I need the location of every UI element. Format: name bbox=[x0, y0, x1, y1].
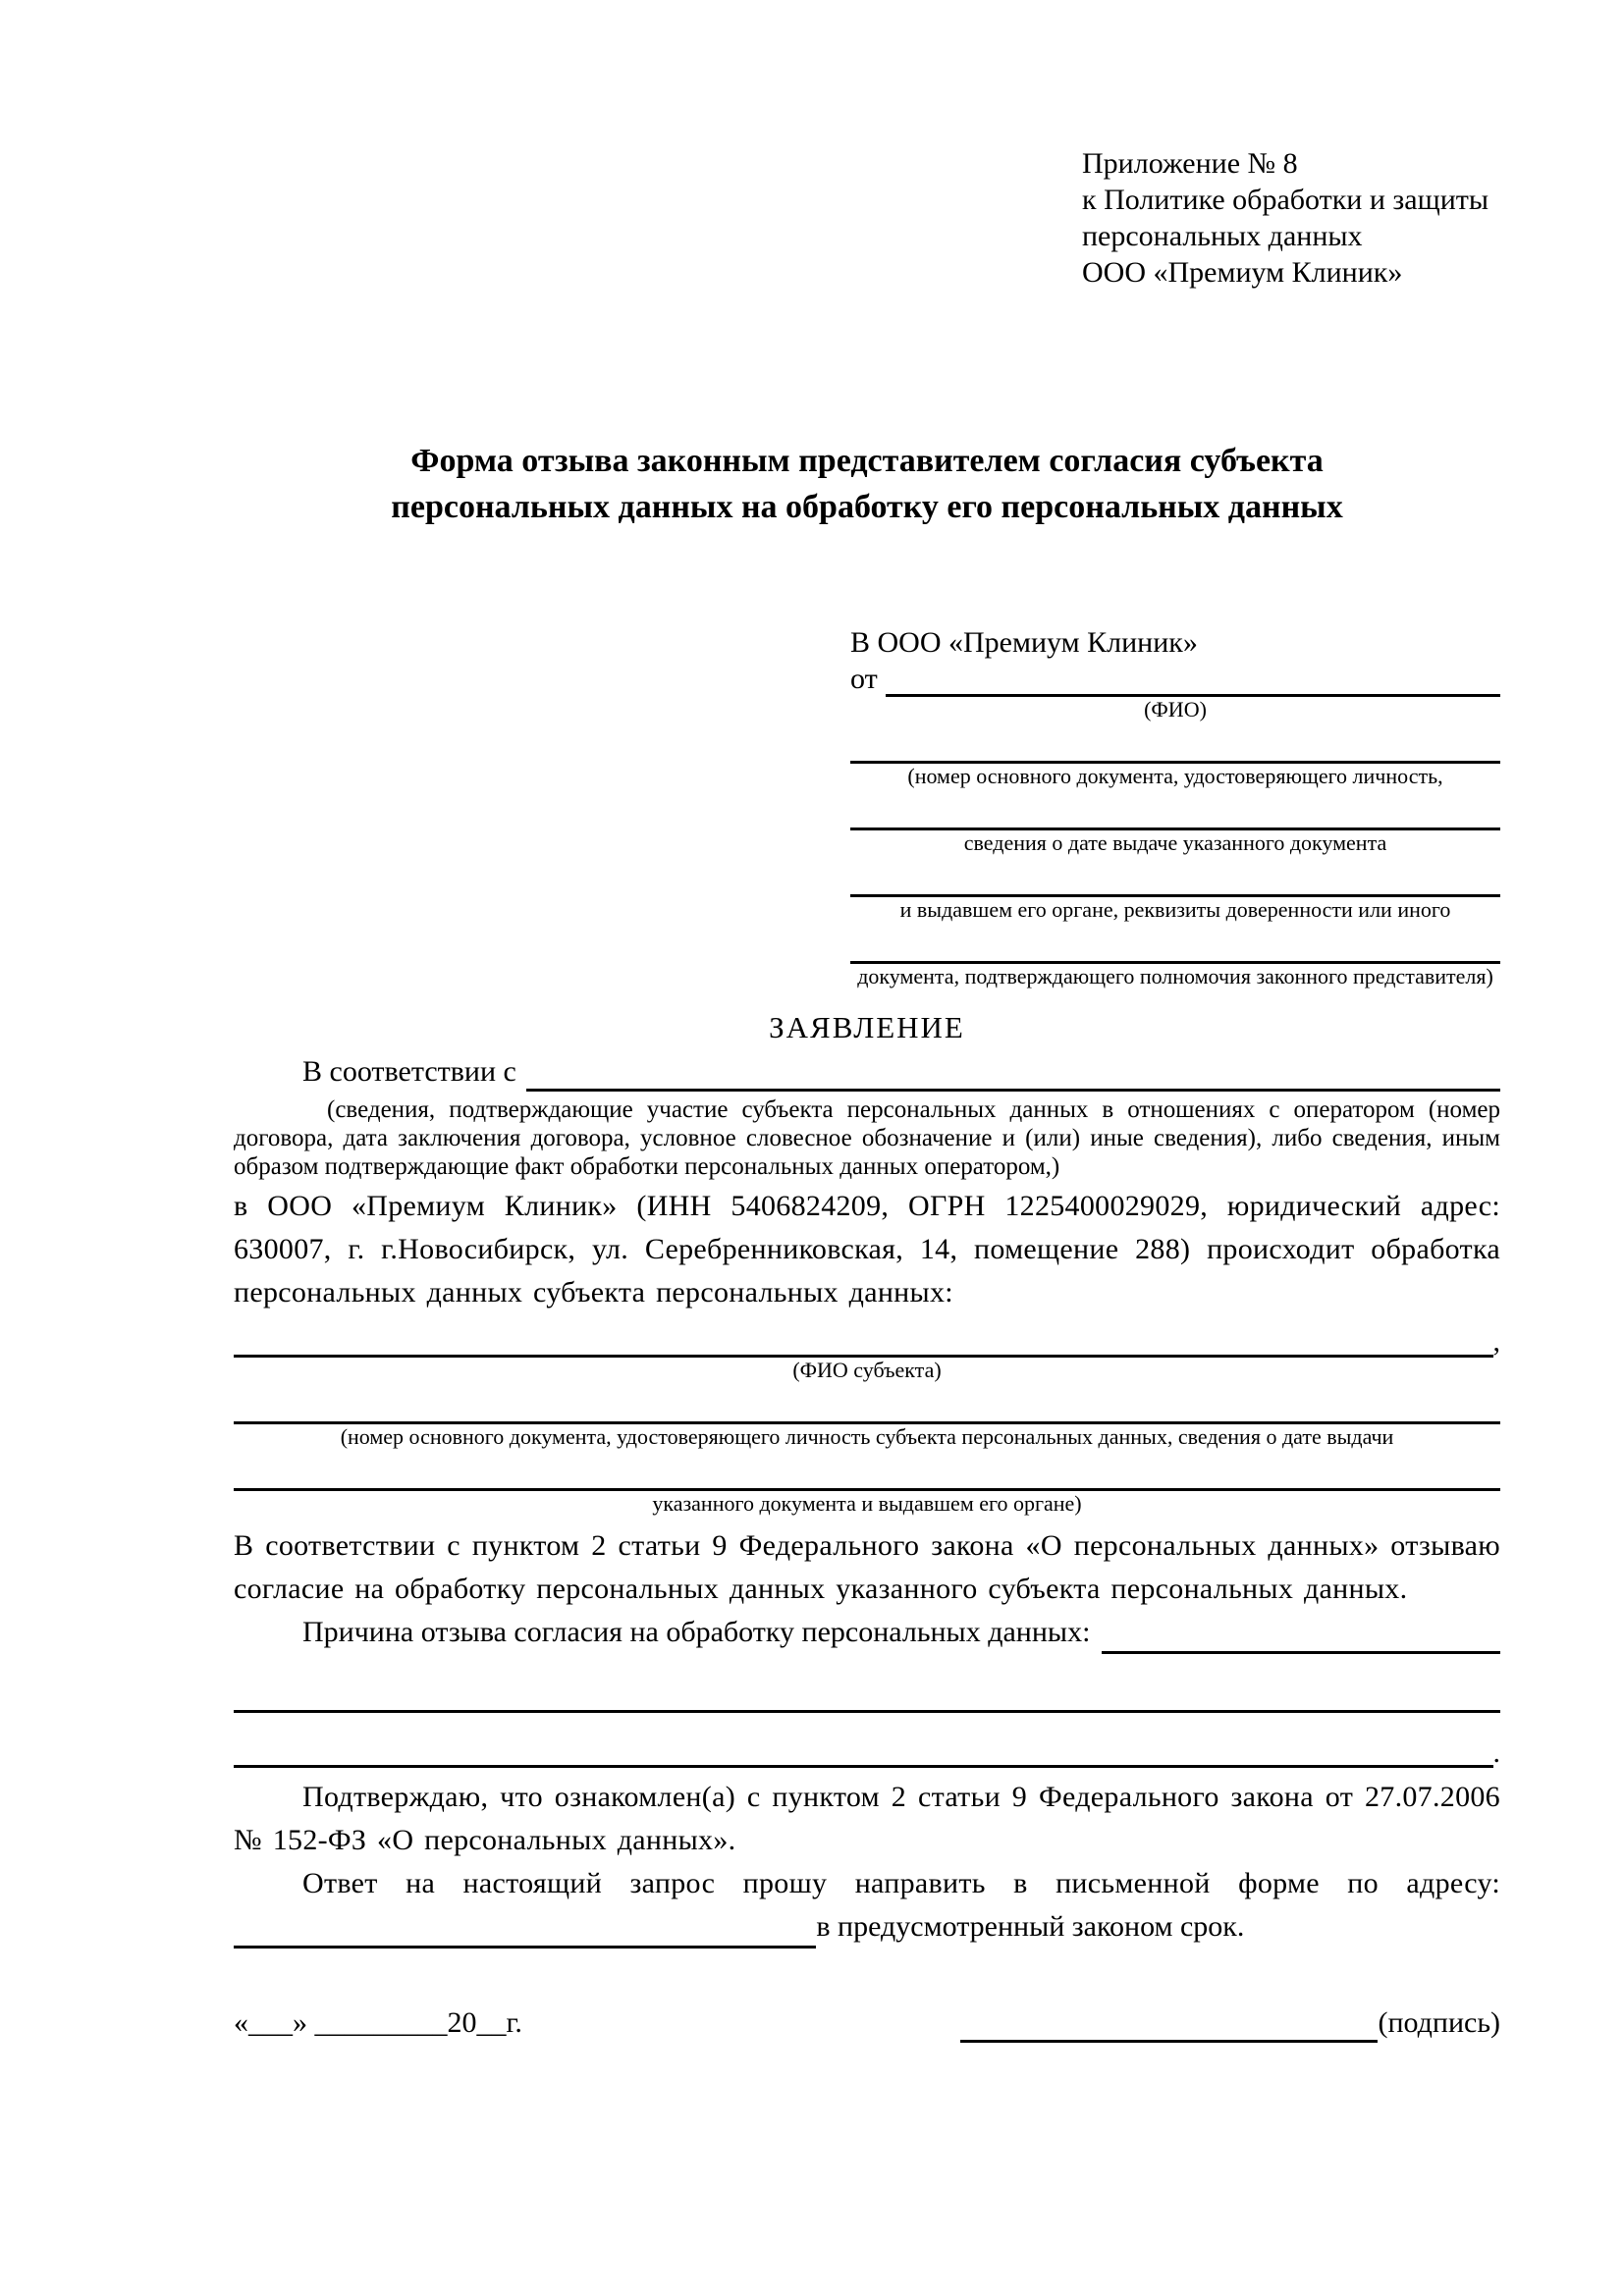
page-title: Форма отзыва законным представителем согласия субъекта персональных данных на обработку его персональных данных bbox=[391, 443, 1343, 525]
doc-caption-4: документа, подтверждающего полномочия законного представителя) bbox=[857, 964, 1493, 988]
footer-row bbox=[234, 2003, 1500, 2043]
reason-field-inline[interactable] bbox=[1102, 1651, 1500, 1654]
appendix-block bbox=[1082, 145, 1500, 291]
fio-caption: (ФИО) bbox=[1144, 697, 1207, 721]
response-paragraph: Ответ на настоящий запрос прошу направить в письменной форме по адресу: bbox=[302, 1867, 1500, 1899]
operator-paragraph: в ООО «Премиум Клиник» (ИНН 5406824209, ОГРН 1225400029029, юридический адрес: 630007, г. г.Новосибирск, ул. Серебренниковская, 14, помещение 288) происходит обработка персональных данных субъекта персональных данных: bbox=[234, 1190, 1500, 1308]
subject-fio-caption: (ФИО субъекта) bbox=[792, 1358, 942, 1382]
signature-block bbox=[960, 2003, 1500, 2043]
doc-caption-1: (номер основного документа, удостоверяющего личность, bbox=[907, 764, 1443, 788]
appendix-line: персональных данных bbox=[1082, 220, 1363, 252]
subject-doc-caption-1: (номер основного документа, удостоверяющего личность субъекта персональных данных, сведения о дате выдачи bbox=[340, 1424, 1394, 1449]
signature-caption: (подпись) bbox=[1378, 2006, 1500, 2039]
confirm-paragraph: Подтверждаю, что ознакомлен(а) с пунктом 2 статьи 9 Федерального закона от 27.07.2006 № 152-ФЗ «О персональных данных». bbox=[234, 1781, 1500, 1856]
subject-doc-caption-2: указанного документа и выдавшем его органе) bbox=[652, 1491, 1082, 1516]
statement-heading: ЗАЯВЛЕНИЕ bbox=[769, 1010, 965, 1044]
trailing-comma: , bbox=[1492, 1325, 1500, 1358]
response-address-field[interactable] bbox=[234, 1915, 816, 1949]
withdrawal-paragraph: В соответствии с пунктом 2 статьи 9 Федерального закона «О персональных данных» отзываю согласие на обработку персональных данных указанного субъекта персональных данных. bbox=[234, 1529, 1500, 1605]
trailing-period: . bbox=[1492, 1736, 1500, 1769]
representative-doc-field-2[interactable] bbox=[850, 789, 1500, 830]
addressee-from-row bbox=[850, 662, 1500, 697]
doc-caption-3: и выдавшем его органе, реквизиты доверенности или иного bbox=[899, 897, 1451, 922]
response-tail: в предусмотренный законом срок. bbox=[816, 1910, 1245, 1943]
from-label: от bbox=[850, 663, 878, 695]
reason-row bbox=[234, 1611, 1500, 1654]
reason-field-line-1[interactable] bbox=[234, 1697, 1500, 1713]
reason-field-line-2[interactable] bbox=[234, 1752, 1493, 1768]
appendix-line: ООО «Премиум Клиник» bbox=[1082, 256, 1403, 289]
representative-doc-field-4[interactable] bbox=[850, 923, 1500, 964]
doc-caption-2: сведения о дате выдаче указанного документа bbox=[963, 830, 1387, 855]
date-field[interactable]: «___» _________20__г. bbox=[234, 2006, 522, 2039]
representative-doc-field-1[interactable] bbox=[850, 722, 1500, 764]
subject-doc-field-2[interactable] bbox=[234, 1450, 1500, 1491]
appendix-line: Приложение № 8 bbox=[1082, 147, 1298, 180]
subject-fio-field[interactable] bbox=[234, 1330, 1493, 1358]
accordance-row bbox=[234, 1052, 1500, 1092]
response-address-row bbox=[234, 1905, 1500, 1949]
appendix-line: к Политике обработки и защиты bbox=[1082, 184, 1489, 216]
addressee-to: В ООО «Премиум Клиник» bbox=[850, 626, 1198, 659]
reason-label: Причина отзыва согласия на обработку персональных данных: bbox=[302, 1616, 1091, 1648]
signature-field[interactable] bbox=[960, 2009, 1378, 2043]
accordance-basis-field[interactable] bbox=[526, 1089, 1500, 1092]
subject-fio-row bbox=[234, 1326, 1500, 1358]
representative-doc-field-3[interactable] bbox=[850, 856, 1500, 897]
addressee-block bbox=[850, 624, 1500, 989]
accordance-caption: (сведения, подтверждающие участие субъекта персональных данных в отношениях с оператором (номер договора, дата заключения договора, условное словесное обозначение и (или) иные сведения), либо сведения, иным образом подтверждающие факт обработки персональных данных оператором,) bbox=[234, 1096, 1500, 1180]
reason-field-line-2-row bbox=[234, 1738, 1500, 1768]
subject-doc-field-1[interactable] bbox=[234, 1383, 1500, 1424]
accordance-label: В соответствии с bbox=[302, 1055, 516, 1088]
